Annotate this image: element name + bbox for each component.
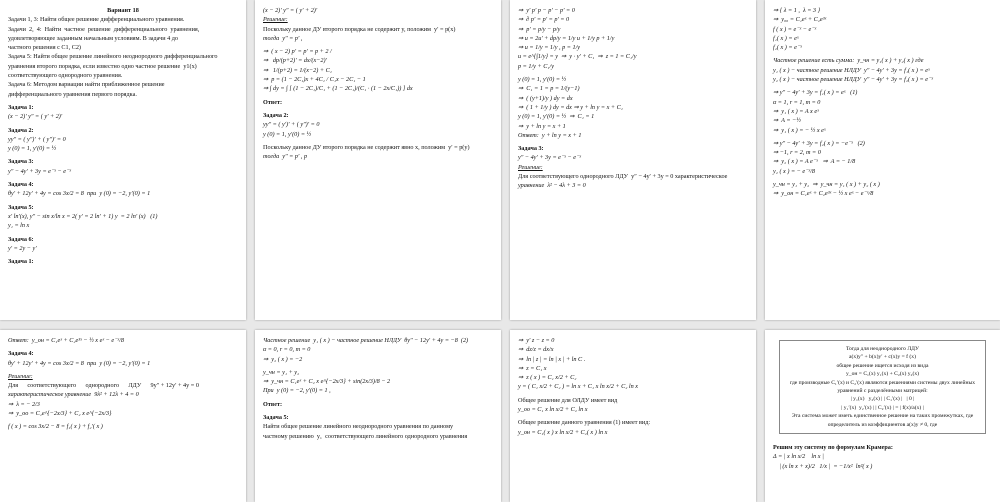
text-line: Задача 4:	[8, 350, 34, 358]
text-line: ⇒ y + ln y = x + 1	[518, 122, 566, 130]
text-line: Найти общее решение линейного неоднородного уравнения по данному	[263, 423, 454, 431]
text-line: соответствующего однородного уравнения.	[8, 72, 123, 80]
text-line: ⇒ dz/z = dx/x	[518, 346, 554, 354]
text-line: ⇒ y″ − 4y′ + 3y = f₁( x ) = eˣ (1)	[773, 89, 858, 97]
text-line: Для соответствующего однородного ЛДУ y″ − 4y′ + 3y = 0 характеристическое	[518, 173, 728, 181]
text-line: ⇒ ln | z | = ln | x | + ln C .	[518, 355, 586, 363]
text-line: ⇒ 1/(p+2) = 1/(x−2) + C₁	[263, 66, 332, 74]
text-line: y″ − 4y′ + 3y = e⁻ˣ − e⁻ˣ	[8, 167, 71, 175]
text-line: Δ = | x ln x/2 ln x |	[773, 453, 824, 461]
text-line: Решение:	[8, 372, 33, 380]
text-line: частному решению y₁ соответствующего линейного однородного уравнения	[263, 432, 468, 440]
text-line: ⇒ y_оо = C₁e^{−2x/3} + C₂ x e^{−2x/3}	[8, 410, 112, 418]
text-line: ⇒ u = 2u′ + dp/y = 1/y u + 1/y p + 1/y	[518, 34, 615, 42]
text-line: Решение:	[263, 16, 288, 24]
text-line: ⇒ y₂ ( x ) = A e⁻ˣ ⇒ A = − 1/8	[773, 158, 856, 166]
text-line: Задача 5:	[263, 414, 289, 422]
text-line: y (0) = 1, y′(0) = ½ ⇒ C₁ = 1	[518, 113, 595, 121]
text-line: Ответ:	[263, 400, 283, 408]
page-8	[765, 330, 1000, 502]
text-line: y_оо = C₁ x ln x/2 + C₂ ln x	[518, 406, 588, 414]
text-line: (x − 2)′ y″ = ( y′ + 2)′	[263, 7, 318, 14]
text-line: Вариант 18	[107, 7, 139, 14]
text-line: тогда y″ = p′ , p	[263, 153, 308, 161]
page-6	[255, 330, 501, 502]
text-line: ⇒ u = 1/y = 1/y , p = 1/y	[518, 44, 581, 52]
text-line: ⇒ A = −½	[773, 117, 801, 125]
page-2-body	[255, 0, 501, 165]
text-line: Задача 6: Методом вариации найти приближенное решение	[8, 81, 165, 89]
text-line: ⇒ ( (y+1)/y ) dy = dx	[518, 94, 573, 102]
text-line: ⇒ y″ − 4y′ + 3y = f₂( x ) = −e⁻ˣ (2)	[773, 139, 865, 147]
text-line: Задача 1:	[8, 103, 34, 111]
page-1-body	[0, 0, 246, 270]
page-3	[510, 0, 756, 320]
page-5-body	[0, 330, 246, 436]
text-line: Ответ: y_он = C₁eˣ + C₂e³ˣ − ½ x eˣ − e⁻ˣ/8	[8, 337, 124, 344]
text-line: y₂ ( x ) − частное решение НЛДУ y″ − 4y′ + 3y = f₂( x ) = e⁻ˣ	[773, 76, 933, 84]
note-box	[779, 340, 986, 434]
text-line: Частное решение есть сумма: y_чн = y₁( x ) + y₂( x ) где	[773, 57, 924, 65]
text-line: y (0) = 1, y′(0) = ½	[8, 145, 57, 153]
text-line: Задача 3:	[8, 158, 34, 166]
page-1	[0, 0, 246, 320]
text-line: Задача 6:	[8, 235, 34, 243]
text-line: Решим эту систему по формулам Крамера:	[773, 444, 893, 452]
note-line: a(x)y″ + b(x)y′ + c(x)y = f (x)	[849, 354, 916, 361]
text-line: f₂( x ) = e⁻ˣ	[773, 44, 802, 52]
text-line: тогда y″ = p′ ,	[263, 34, 303, 42]
text-line: Задача 4:	[8, 181, 34, 189]
text-line: Для соответствующего однородного ЛДУ 9y″ + 12y′ + 4y = 0	[8, 382, 199, 390]
text-line: удовлетворяющее заданным начальным условиям. В задачи 4 до	[8, 34, 179, 42]
text-line: ⇒ y₂ ( x ) = −2	[263, 355, 303, 363]
text-line: yy″ = ( y′)′ + ( y″)′ = 0	[263, 121, 320, 129]
text-line: частного решения c C1, C2)	[8, 44, 81, 52]
text-line: ⇒ ∫ dy = ∫ [ (1 − 2C₁)/C₁ + (1 − 2C₁)/(C₁ · (1 − 2x/C₁)) ] dx	[263, 85, 413, 93]
text-line: α = 1, r = 1, m = 0	[773, 98, 821, 106]
text-line: Общее решение данного уравнения (1) имеет вид:	[518, 419, 651, 427]
text-line: u = e^{∫1/y} = y ⇒ y · y′ + C₁ ⇒ z = 1 = C₁/y	[518, 53, 637, 61]
text-line: Ответ:	[263, 98, 283, 106]
text-line: ⇒ y₁ ( x ) = A x eˣ	[773, 107, 819, 115]
text-line: Задача 1:	[8, 258, 34, 266]
text-line: x′ ln′(x), y″ − sin x/ln x = 2( y′ = 2 ln′ + 1) y = 2 ln′ (x) (1)	[8, 212, 158, 220]
text-line: y_он = C₁( x ) x ln x/2 + C₂( x ) ln x	[518, 428, 608, 436]
text-line: f ( x ) = e⁻ˣ − e⁻ˣ	[773, 25, 817, 33]
page-6-body	[255, 330, 501, 445]
text-line: y = ( C₁ x/2 + C₂ ) = ln x + C₁ x ln x/2 + C₂ ln x	[518, 383, 639, 391]
text-line: f₁( x ) = eˣ	[773, 34, 799, 42]
text-line: уравнение λ² − 4λ + 3 = 0	[518, 182, 586, 190]
text-line: y″ − 4y′ + 3y = e⁻ˣ − e⁻ˣ	[518, 154, 581, 162]
text-line: Общее решение для ОЛДУ имеет вид	[518, 396, 618, 404]
note-line: где производные C₁′(x) и C₂′(x) являются решениями системы двух линейных уравнений с разделёнными матрицей:	[789, 379, 977, 395]
text-line: α = 0, r = 0, m = 0	[263, 346, 311, 354]
text-line: ⇒ y₀₀ = C₁eˣ + C₂e³ˣ	[773, 16, 827, 24]
text-line: При y (0) = −2, y′(0) = 1 ,	[263, 387, 331, 395]
text-line: ⇒ y_чн = C₁eˣ + C₂ x e^{−2x/3} + sin(2x/3)/8 − 2	[263, 378, 391, 386]
text-line: ⇒ z ( x ) = C₁ x/2 + C₂	[518, 374, 577, 382]
page-7-body	[510, 330, 756, 441]
text-line: ⇒ C₁ = 1 = p = 1/(y−1)	[518, 85, 580, 93]
text-line: θy′ + 12y′ + 4y = cos 3x/2 = 8 при y (0) = −2, y′(0) = 1	[8, 359, 151, 367]
text-line: Задачи 1, 3: Найти общее решение дифференциального уравнения.	[8, 16, 185, 24]
text-line: ⇒ dp/(p+2)′ = dx/(x−2)′	[263, 57, 327, 65]
text-line: ⇒ { λ = 1 , λ = 3 }	[773, 7, 821, 14]
text-line: Задача 5:	[8, 203, 34, 211]
note-line: Эта система может иметь единственное решение на таких промежутках, где определитель из коэффициентов a(x)y ≠ 0, где	[791, 413, 975, 428]
note-line: | y₁′(x) y₂′(x) | | C₂′(x) | = | f(x)/a(x) |	[841, 404, 924, 411]
text-line: уравнения второго порядка, если известно одно частное решение y1(x)	[8, 62, 197, 70]
text-line: (x − 2)′ y″ = ( y′ + 2)′	[8, 113, 63, 121]
text-line: ⇒ p = (1 − 2C₁)x + 4C₁ / C₁x − 2C₁ − 1	[263, 76, 366, 84]
text-line: дифференциального уравнения первого порядка.	[8, 90, 137, 98]
text-line: y′ = 2y − y′	[8, 244, 37, 252]
text-line: | (x ln x + x)/2 1/x | = −1/x² ln²( x )	[773, 462, 873, 470]
text-line: y_чн = y₁ + y₂ ⇒ y_чн = y₁ ( x ) + y₂ ( x )	[773, 181, 880, 189]
text-line: Поскольку данное ДУ второго порядка не содержит y, положим y′ = p(x)	[263, 25, 456, 33]
text-line: ⇒ y_он = C₁eˣ + C₂e³ˣ − ½ x eˣ − e⁻ˣ/8	[773, 190, 874, 198]
note-line: Тогда для неоднородного ЛДУ	[846, 346, 919, 352]
page-2	[255, 0, 501, 320]
text-line: ⇒ −1, r = 2, m = 0	[773, 149, 821, 157]
text-line: характеристическое уравнение 9λ² + 12λ + 4 = 0	[8, 391, 139, 399]
text-line: ⇒ z = C₁ x	[518, 364, 547, 372]
page-4-body	[765, 0, 1000, 203]
text-line: ⇒ ( 1 + 1/y ) dy = dx ⇒ y + ln y = x + C₁	[518, 103, 623, 111]
text-line: ⇒ ( x − 2) p′ = p′ = p + 2 /	[263, 48, 332, 56]
text-line: Задача 2:	[263, 111, 289, 119]
note-line: общее решение ищется исходя из вида	[836, 362, 929, 369]
text-line: ⇒ y′ z − z = 0	[518, 337, 555, 344]
text-line: Частное решение y₁ ( x ) − частное решение НЛДУ θy″ − 12y′ + 4y = −8 (2)	[263, 337, 469, 344]
text-line: Задачи 2, 4: Найти частное решение дифференциального уравнения,	[8, 25, 200, 33]
text-line: y₁ ( x ) − частное решение НЛДУ y″ − 4y′ + 3y = f₁( x ) = eˣ	[773, 66, 930, 74]
page-5	[0, 330, 246, 502]
text-line: y (0) = 1, y′(0) = ½	[518, 76, 567, 84]
text-line: y (0) = 1, y′(0) = ½	[263, 130, 312, 138]
text-line: y_чн = y₁ + y₂	[263, 368, 300, 376]
text-line: Поскольку данное ДУ второго порядка не содержит явно x, положим y′ = p(y)	[263, 143, 470, 151]
page-8-body	[765, 330, 1000, 475]
text-line: ⇒ p′ = p/y − p/y	[518, 25, 561, 33]
text-line: y₂ ( x ) = − e⁻ˣ/8	[773, 167, 815, 175]
page-7	[510, 330, 756, 502]
text-line: ⇒ λ = − 2/3	[8, 400, 40, 408]
page-3-body	[510, 0, 756, 195]
note-line: | y₁(x) y₂(x) | | C₁′(x) | | 0 |	[850, 396, 915, 403]
text-line: Задача 5: Найти общее решение линейного неоднородного дифференциального	[8, 53, 218, 61]
text-line: f ( x ) = cos 3x/2 − 8 = f₁( x ) + f₂′( x )	[8, 423, 103, 431]
text-line: Задача 3:	[518, 145, 544, 153]
text-line: ⇒ ∂ p′ = p′ = p′ = 0	[518, 16, 570, 24]
page-4	[765, 0, 1000, 320]
text-line: p = 1/y + C₁/y	[518, 62, 554, 70]
text-line: Задача 2:	[8, 126, 34, 134]
text-line: yy″ = ( y″)′ + ( y″)′ = 0	[8, 135, 66, 143]
text-line: ⇒ y₁ ( x ) = − ½ x eˣ	[773, 126, 826, 134]
text-line: θy′ + 12y′ + 4y = cos 3x/2 = 8 при y (0) = −2, y′(0) = 1	[8, 190, 151, 198]
note-line: y_он = C₁(x) y₁(x) + C₂(x) y₂(x)	[845, 371, 920, 378]
text-line: ⇒ y′ p′ p − p′ − p′ = 0	[518, 7, 575, 14]
text-line: Решение:	[518, 163, 543, 171]
text-line: Ответ: y + ln y = x + 1	[518, 131, 582, 139]
text-line: y₁ = ln x	[8, 222, 30, 230]
